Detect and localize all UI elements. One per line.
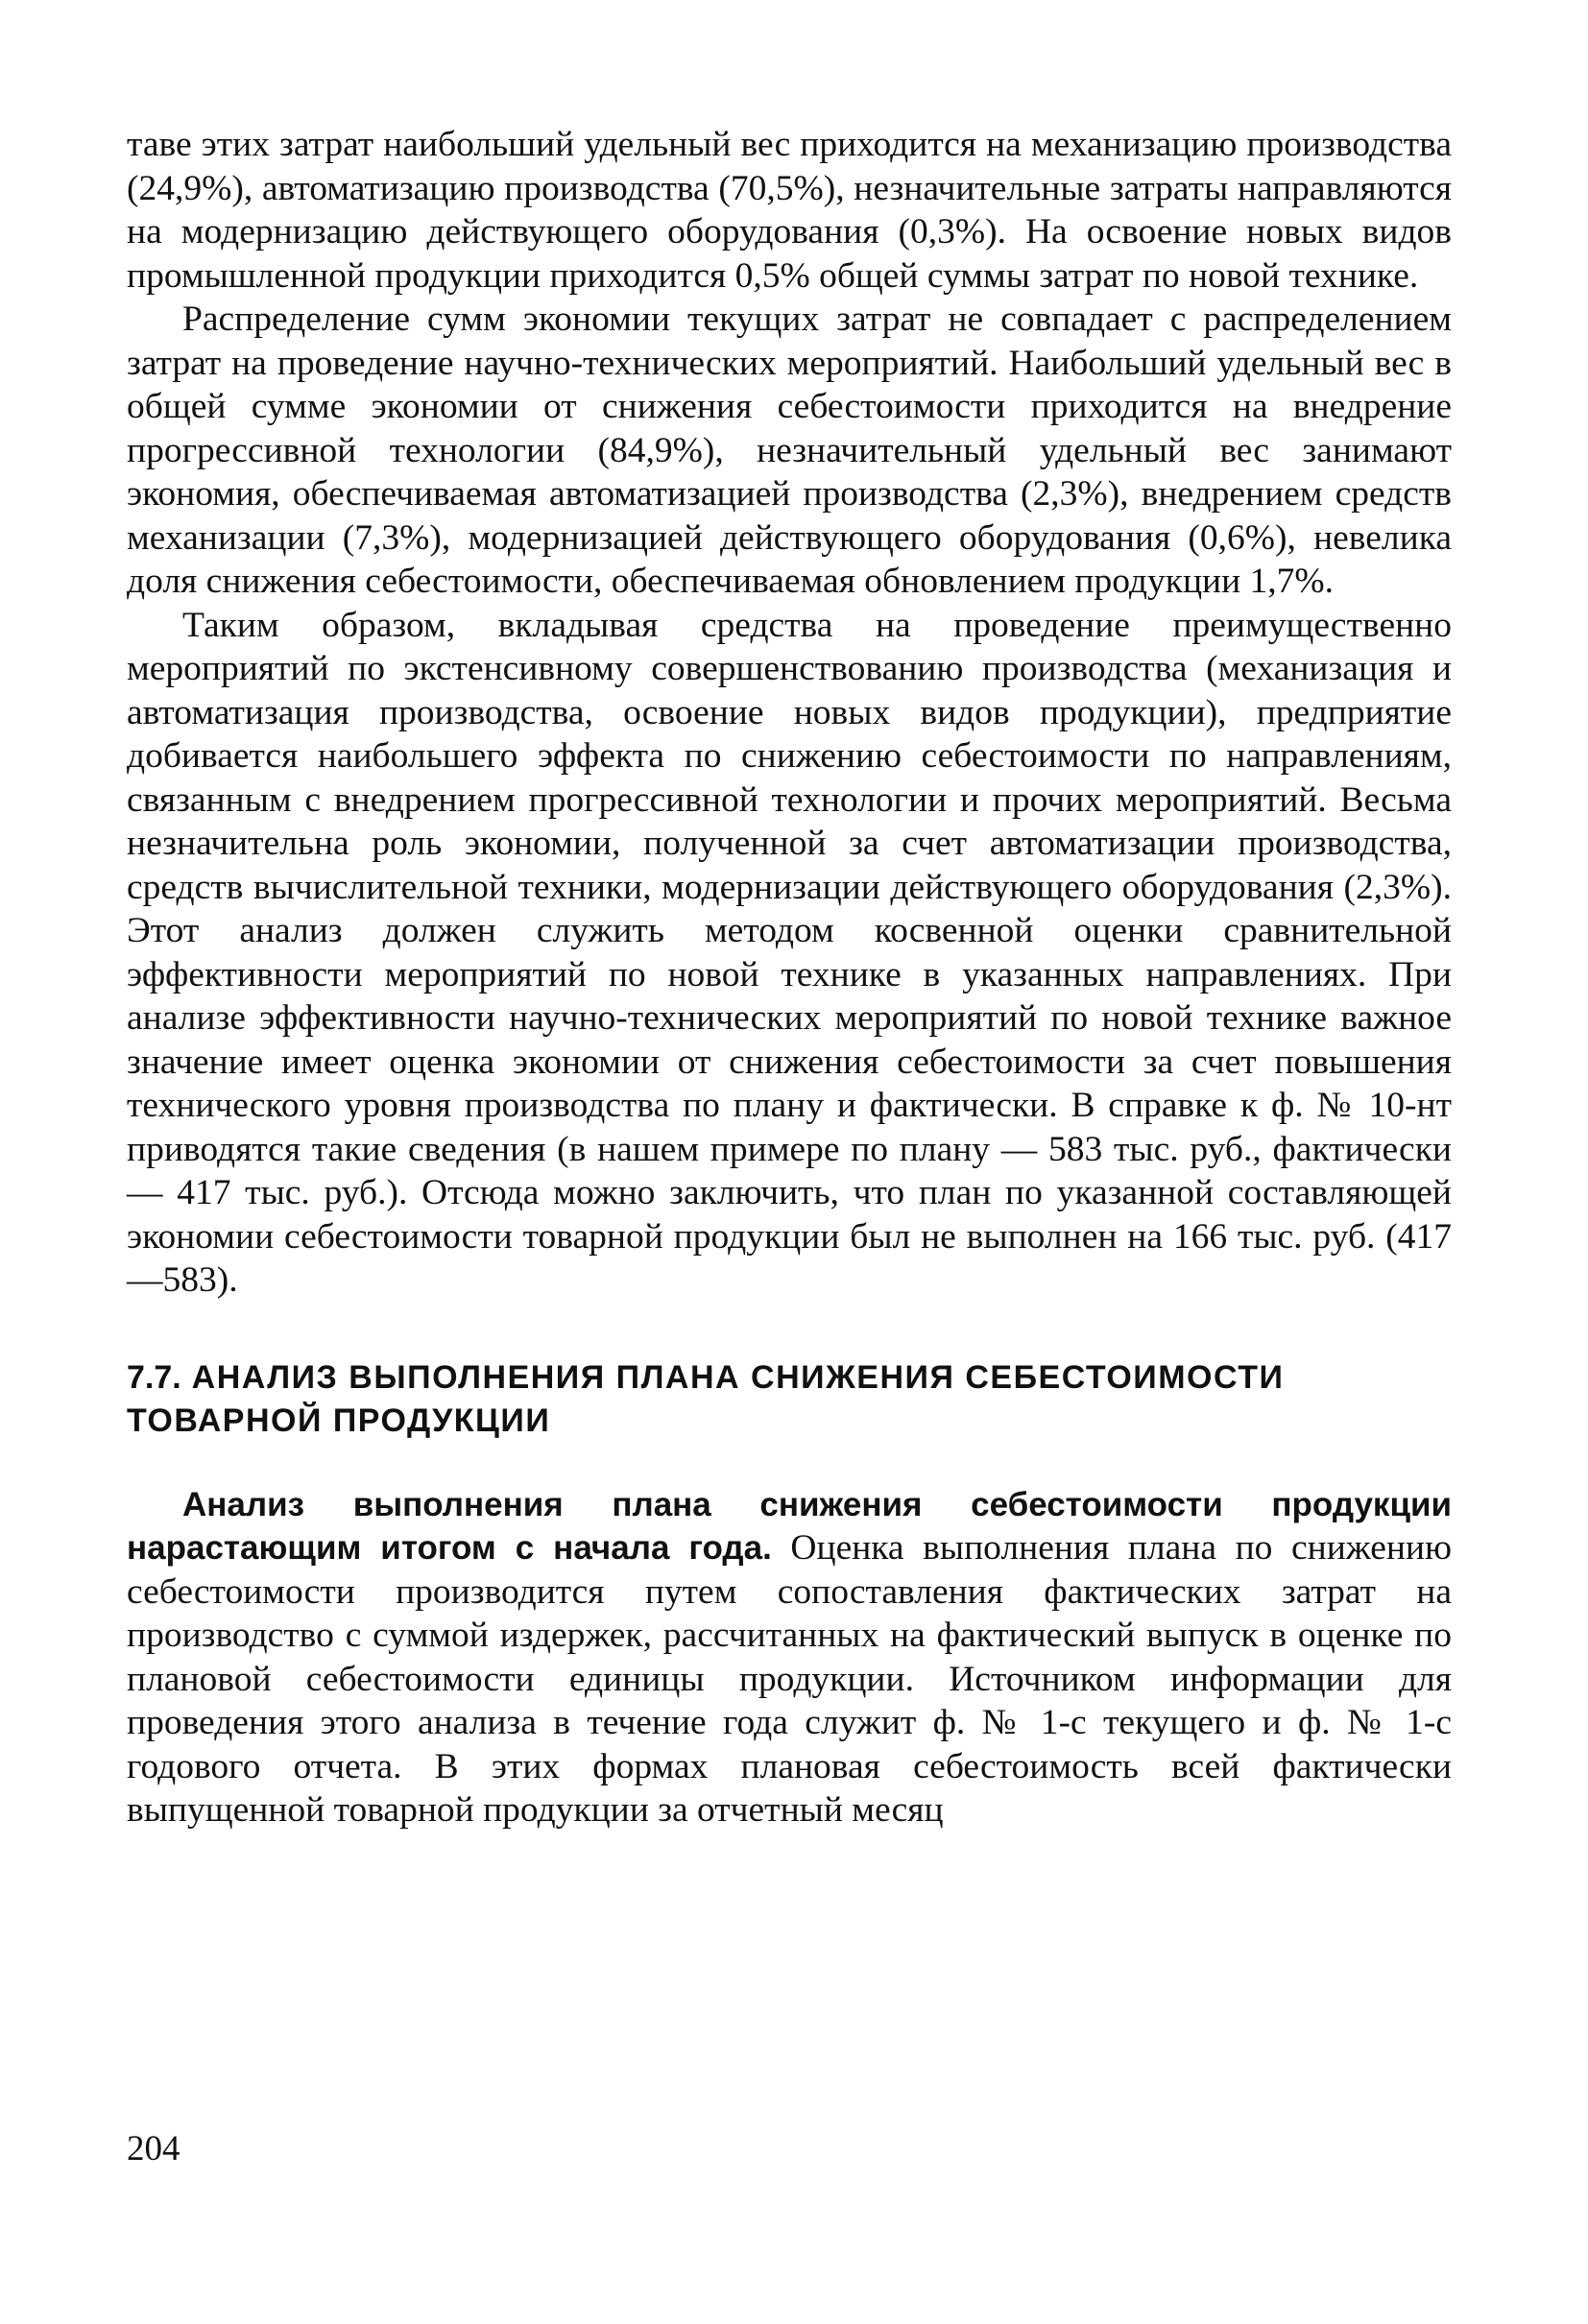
page-number: 204: [127, 2129, 180, 2168]
paragraph-1: таве этих затрат наибольший удельный вес приходится на механизацию производства (24,9%), автоматизацию производства (70,5%), незначительные затраты направляются на модернизацию действующего оборудования (0,3%). На освоение новых видов промышленной продукции приходится 0,5% общей суммы затрат по новой технике.: [127, 125, 1452, 296]
subsection-text: Оценка выполнения плана по снижению себестоимости производится путем сопоставления фактических затрат на производство с суммой издержек, рассчитанных на фактический выпуск в оценке по плановой себестоимости единицы продукции. Источником информации для проведения этого анализа в течение года служит ф. № 1-с текущего и ф. № 1-с годового отчета. В этих формах плановая себестоимость всей фактически выпущенной товарной продукции за отчетный месяц: [127, 1528, 1452, 1830]
section-title: АНАЛИЗ ВЫПОЛНЕНИЯ ПЛАНА СНИЖЕНИЯ СЕБЕСТОИМОСТИ ТОВАРНОЙ ПРОДУКЦИИ: [127, 1358, 1285, 1439]
subsection-lead: Анализ выполнения плана снижения себестоимости продукции нарастающим итогом с начала года.: [127, 1485, 1452, 1567]
paragraph-2: Распределение сумм экономии текущих затрат не совпадает с распределением затрат на проведение научно-технических мероприятий. Наибольший удельный вес в общей сумме экономии от снижения себестоимости приходится на внедрение прогрессивной технологии (84,9%), незначительный удельный вес занимают экономия, обеспечиваемая автоматизацией производства (2,3%), внедрением средств механизации (7,3%), модернизацией действующего оборудования (0,6%), невелика доля снижения себестоимости, обеспечиваемая обновлением продукции 1,7%.: [127, 299, 1452, 601]
paragraph-3: Таким образом, вкладывая средства на проведение преимущественно мероприятий по экстенсивному совершенствованию производства (механизация и автоматизация производства, освоение новых видов продукции), предприятие добивается наибольшего эффекта по снижению себестоимости по направлениям, связанным с внедрением прогрессивной технологии и прочих мероприятий. Весьма незначительна роль экономии, полученной за счет автоматизации производства, средств вычислительной техники, модернизации действующего оборудования (2,3%). Этот анализ должен служить методом косвенной оценки сравнительной эффективности мероприятий по новой технике в указанных направлениях. При анализе эффективности научно-технических мероприятий по новой технике важное значение имеет оценка экономии от снижения себестоимости за счет повышения технического уровня производства по плану и фактически. В справке к ф. № 10-нт приводятся такие сведения (в нашем примере по плану — 583 тыс. руб., фактически — 417 тыс. руб.). Отсюда можно заключить, что план по указанной составляющей экономии себестоимости товарной продукции был не выполнен на 166 тыс. руб. (417—583).: [127, 605, 1452, 1300]
page-body: [127, 123, 1452, 1833]
section-number: 7.7.: [127, 1358, 181, 1396]
section-heading: [127, 1356, 1452, 1443]
subsection-paragraph: [127, 1483, 1452, 1833]
